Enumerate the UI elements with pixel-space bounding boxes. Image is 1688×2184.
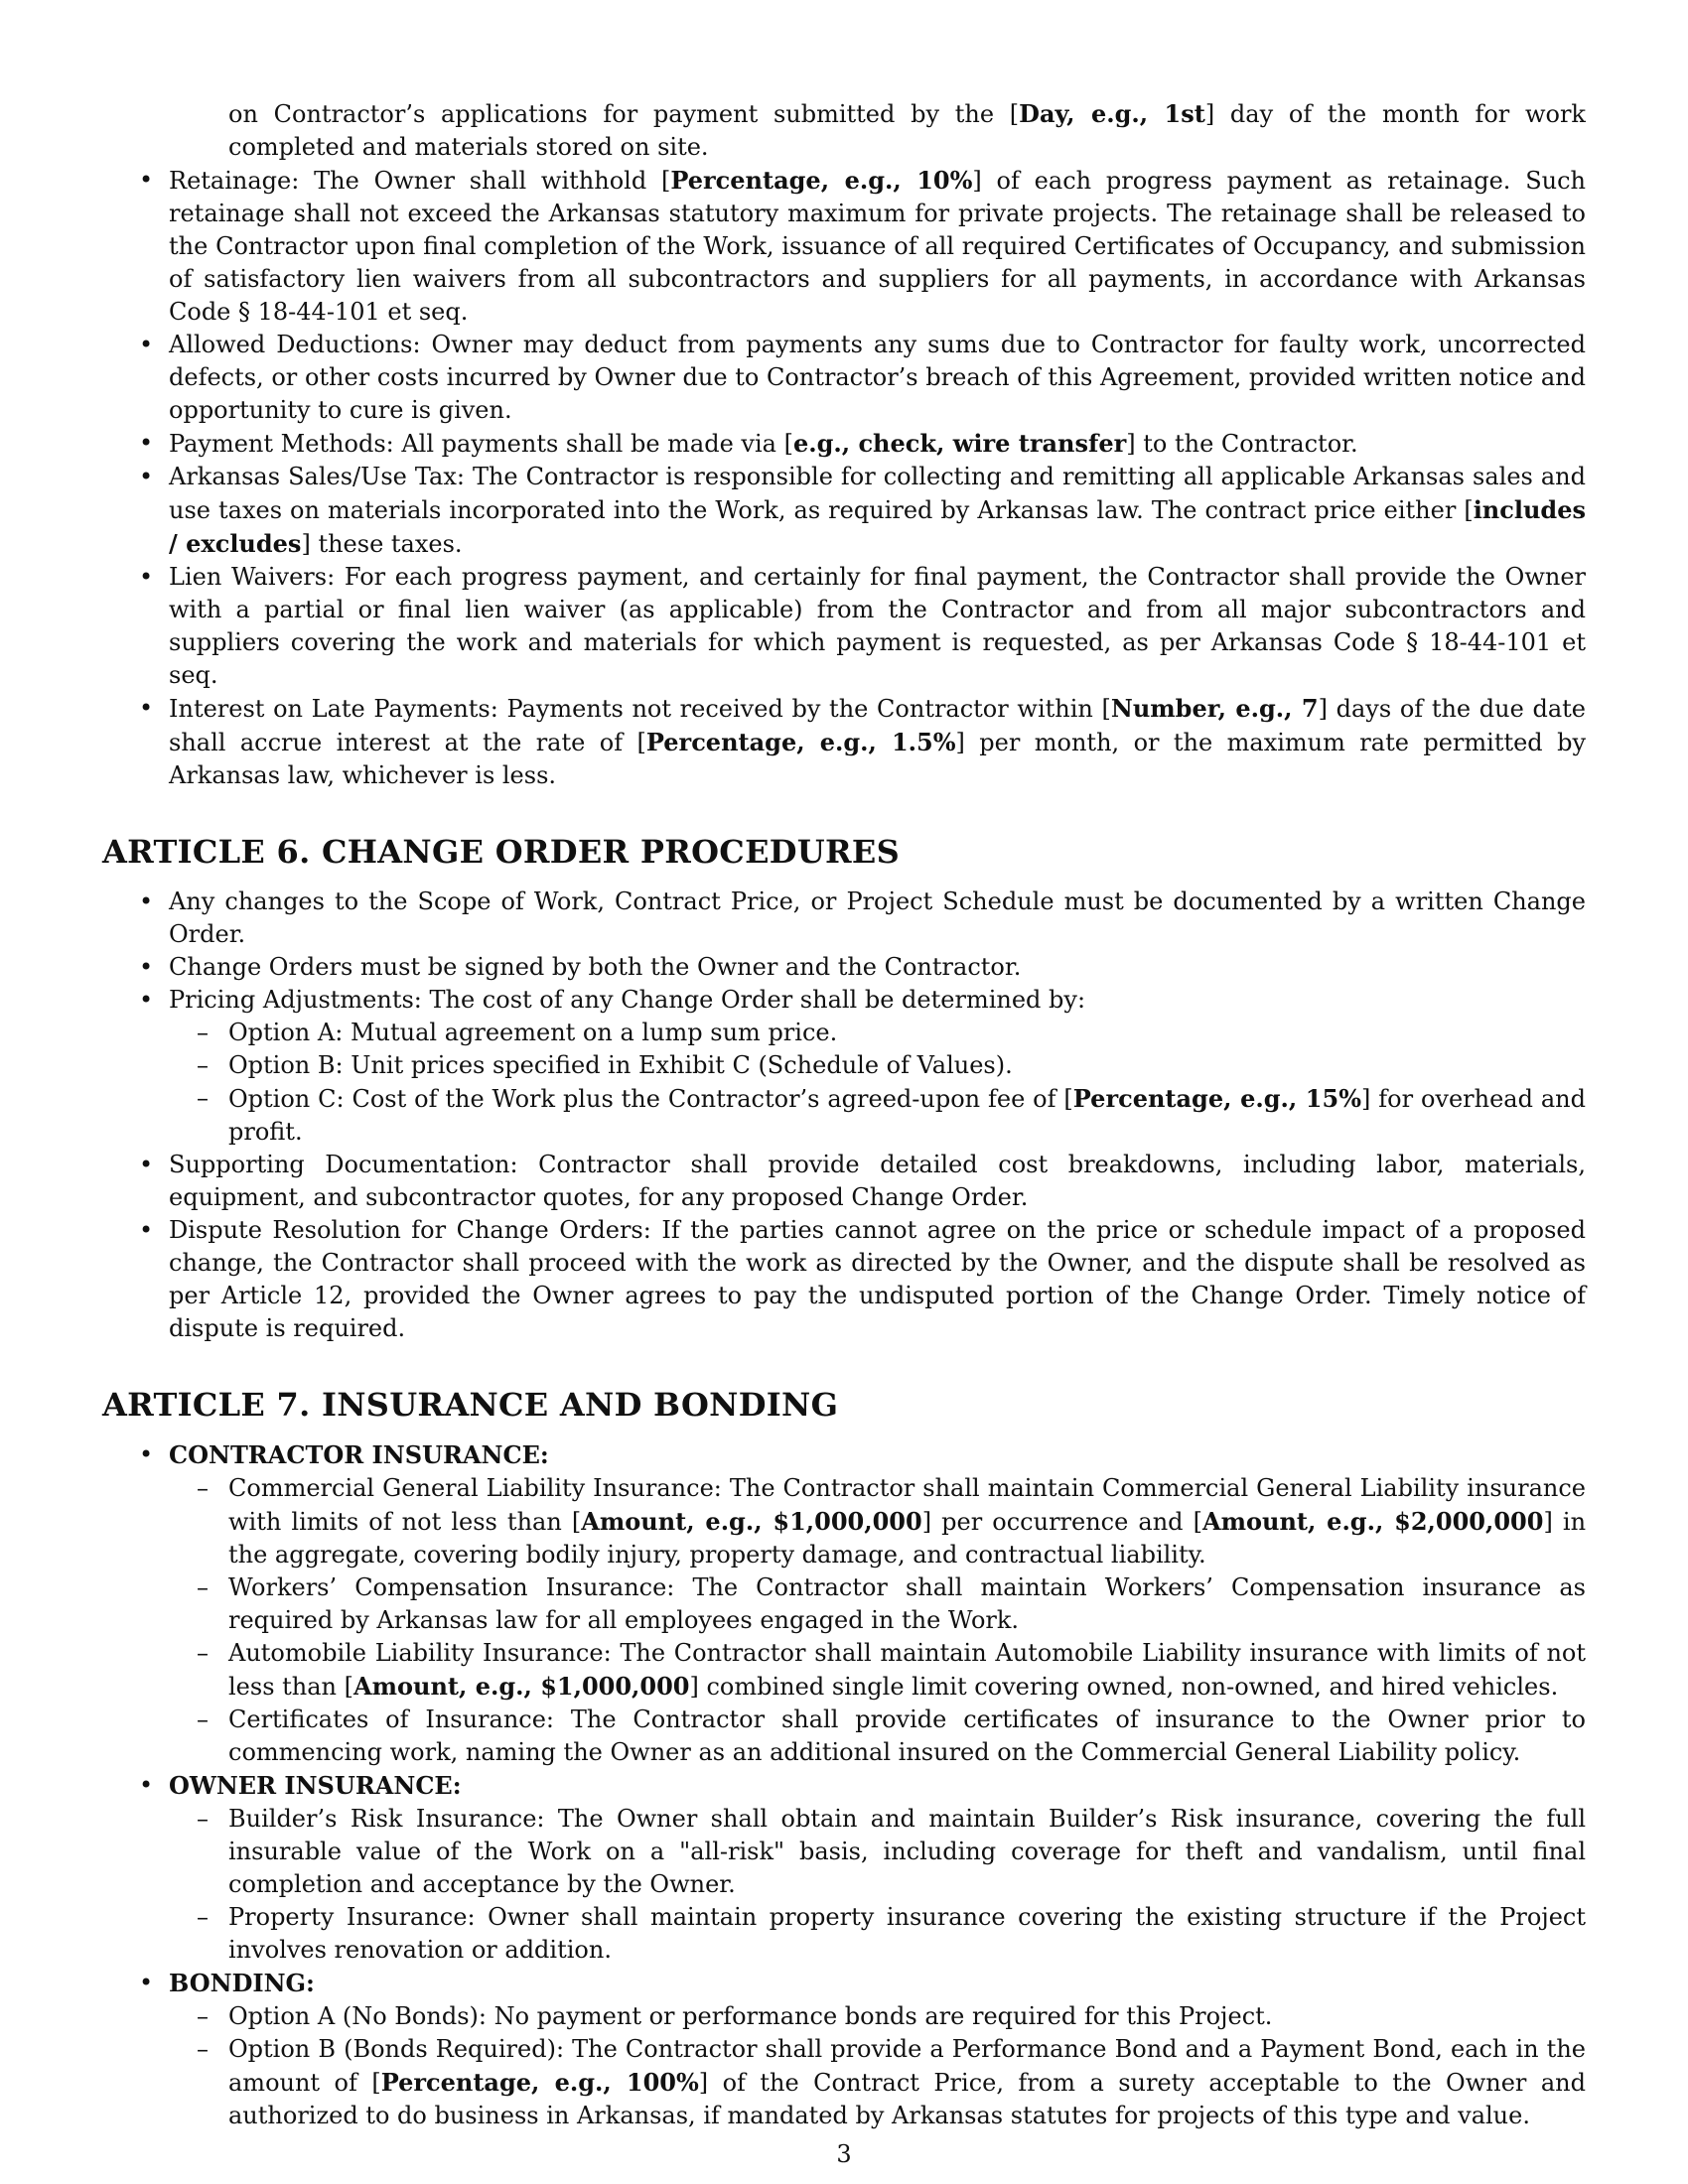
owner-insurance-list	[169, 1803, 1586, 1967]
insurance-list	[102, 1438, 1586, 2132]
bond-option-b: – Option B (Bonds Required): The Contractor shall provide a Performance Bond and a Payment Bond, each in the amount of [Percentage, e.g., 100%] of the Contract Price, from a surety acceptable to the Owner and authorized to do business in Arkansas, if mandated by Arkansas statutes for projects of this type and value.	[228, 2033, 1586, 2132]
workers-compensation: – Workers’ Compensation Insurance: The Contractor shall maintain Workers’ Compensation insurance as required by Arkansas law for all employees engaged in the Work.	[228, 1571, 1586, 1637]
list-item-lien-waivers: • Lien Waivers: For each progress payment, and certainly for final payment, the Contractor shall provide the Owner with a partial or final lien waiver (as applicable) from the Contractor and from all major subcontractors and suppliers covering the work and materials for which payment is requested, as per Arkansas Code § 18-44-101 et seq.	[169, 561, 1586, 692]
payment-terms-continuation: on Contractor’s applications for payment submitted by the [Day, e.g., 1st] day of the month for work completed and materials stored on site.	[228, 99, 1586, 161]
pricing-options-list	[169, 1017, 1586, 1149]
list-item-payment-methods: • Payment Methods: All payments shall be made via [e.g., check, wire transfer] to the Contractor.	[169, 427, 1586, 461]
list-item-supporting-documentation: • Supporting Documentation: Contractor shall provide detailed cost breakdowns, including labor, materials, equipment, and subcontractor quotes, for any proposed Change Order.	[169, 1149, 1586, 1214]
contractor-insurance-list	[169, 1472, 1586, 1769]
page-number: 3	[836, 2140, 852, 2168]
payment-terms-list	[102, 164, 1586, 792]
builders-risk-insurance: – Builder’s Risk Insurance: The Owner shall obtain and maintain Builder’s Risk insurance, covering the full insurable value of the Work on a "all-risk" basis, including coverage for theft and vandalism, until final completion and acceptance by the Owner.	[228, 1803, 1586, 1901]
option-a: – Option A: Mutual agreement on a lump sum price.	[228, 1017, 1586, 1049]
contractor-insurance-item: • CONTRACTOR INSURANCE: – Commercial General Liability Insurance: The Contractor shall maintain Commercial General Liability insurance with limits of not less than [Amount, e.g., $1,000,000] per occurrence and [Amount, e.g., $2,000,000] in the aggregate, covering bodily injury, property damage, and contractual liability. – Workers’ Compensation Insurance: The Contractor shall maintain Workers’ Compensation insurance as required by Arkansas law for all employees engaged in the Work. – Automobile Liability Insurance: The Contractor shall maintain Automobile Liability insurance with limits of not less than [Amount, e.g., $1,000,000] combined single limit covering owned, non-owned, and hired vehicles. – Certificates of Insurance: The Contractor shall provide certificates of insurance to the Owner prior to commencing work, naming the Owner as an additional insured on the Commercial General Liability policy.	[169, 1438, 1586, 1769]
list-item: • Change Orders must be signed by both the Owner and the Contractor.	[169, 951, 1586, 984]
list-item-dispute-resolution: • Dispute Resolution for Change Orders: If the parties cannot agree on the price or schedule impact of a proposed change, the Contractor shall proceed with the work as directed by the Owner, and the dispute shall be resolved as per Article 12, provided the Owner agrees to pay the undisputed portion of the Change Order. Timely notice of dispute is required.	[169, 1214, 1586, 1345]
list-item: • Any changes to the Scope of Work, Contract Price, or Project Schedule must be documented by a written Change Order.	[169, 886, 1586, 951]
list-item-allowed-deductions: • Allowed Deductions: Owner may deduct from payments any sums due to Contractor for faulty work, uncorrected defects, or other costs incurred by Owner due to Contractor’s breach of this Agreement, provided written notice and opportunity to cure is given.	[169, 329, 1586, 427]
article-7-heading: ARTICLE 7. INSURANCE AND BONDING	[102, 1386, 839, 1424]
list-item-sales-use-tax: • Arkansas Sales/Use Tax: The Contractor is responsible for collecting and remitting all applicable Arkansas sales and use taxes on materials incorporated into the Work, as required by Arkansas law. The contract price either [includes / excludes] these taxes.	[169, 461, 1586, 561]
owner-insurance-item: • OWNER INSURANCE: – Builder’s Risk Insurance: The Owner shall obtain and maintain Builder’s Risk insurance, covering the full insurable value of the Work on a "all-risk" basis, including coverage for theft and vandalism, until final completion and acceptance by the Owner. – Property Insurance: Owner shall maintain property insurance covering the existing structure if the Project involves renovation or addition.	[169, 1769, 1586, 1967]
cgl-insurance: – Commercial General Liability Insurance: The Contractor shall maintain Commercial General Liability insurance with limits of not less than [Amount, e.g., $1,000,000] per occurrence and [Amount, e.g., $2,000,000] in the aggregate, covering bodily injury, property damage, and contractual liability.	[228, 1472, 1586, 1571]
option-b: – Option B: Unit prices specified in Exhibit C (Schedule of Values).	[228, 1049, 1586, 1082]
bonding-list	[169, 2000, 1586, 2132]
list-item-retainage: • Retainage: The Owner shall withhold [Percentage, e.g., 10%] of each progress payment as retainage. Such retainage shall not exceed the Arkansas statutory maximum for private projects. The retainage shall be released to the Contractor upon final completion of the Work, issuance of all required Certificates of Occupancy, and submission of satisfactory lien waivers from all subcontractors and suppliers for all payments, in accordance with Arkansas Code § 18-44-101 et seq.	[169, 164, 1586, 329]
bonding-item: • BONDING: – Option A (No Bonds): No payment or performance bonds are required for this Project. – Option B (Bonds Required): The Contractor shall provide a Performance Bond and a Payment Bond, each in the amount of [Percentage, e.g., 100%] of the Contract Price, from a surety acceptable to the Owner and authorized to do business in Arkansas, if mandated by Arkansas statutes for projects of this type and value.	[169, 1967, 1586, 2132]
list-item-pricing-adjustments: • Pricing Adjustments: The cost of any Change Order shall be determined by: – Option A: Mutual agreement on a lump sum price. – Option B: Unit prices specified in Exhibit C (Schedule of Values). – Option C: Cost of the Work plus the Contractor’s agreed-upon fee of [Percentage, e.g., 15%] for overhead and profit.	[169, 984, 1586, 1149]
list-item-late-payment-interest: • Interest on Late Payments: Payments not received by the Contractor within [Number, e.g., 7] days of the due date shall accrue interest at the rate of [Percentage, e.g., 1.5%] per month, or the maximum rate permitted by Arkansas law, whichever is less.	[169, 692, 1586, 792]
property-insurance: – Property Insurance: Owner shall maintain property insurance covering the existing structure if the Project involves renovation or addition.	[228, 1901, 1586, 1967]
article-6-heading: ARTICLE 6. CHANGE ORDER PROCEDURES	[102, 833, 901, 871]
change-order-list	[102, 886, 1586, 1345]
document-page	[102, 97, 1586, 2132]
automobile-liability: – Automobile Liability Insurance: The Contractor shall maintain Automobile Liability insurance with limits of not less than [Amount, e.g., $1,000,000] combined single limit covering owned, non-owned, and hired vehicles.	[228, 1637, 1586, 1704]
certificates-of-insurance: – Certificates of Insurance: The Contractor shall provide certificates of insurance to the Owner prior to commencing work, naming the Owner as an additional insured on the Commercial General Liability policy.	[228, 1704, 1586, 1769]
bond-option-a: – Option A (No Bonds): No payment or performance bonds are required for this Project.	[228, 2000, 1586, 2033]
option-c: – Option C: Cost of the Work plus the Contractor’s agreed-upon fee of [Percentage, e.g., 15%] for overhead and profit.	[228, 1082, 1586, 1149]
